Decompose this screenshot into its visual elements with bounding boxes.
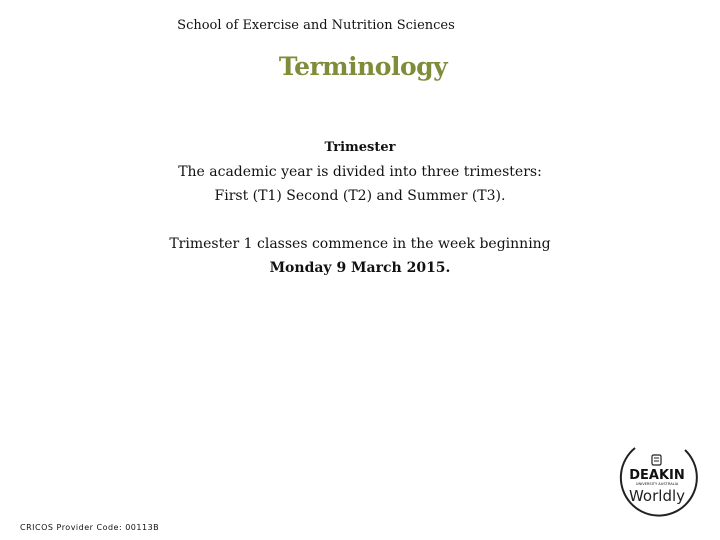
deakin-crest-icon [652, 455, 661, 465]
body-line-3: Trimester 1 classes commence in the week beginning [169, 236, 551, 252]
deakin-worldly-logo [615, 440, 699, 524]
spacer [0, 208, 720, 232]
slide-content [0, 136, 720, 280]
logo-tagline: Worldly [628, 487, 686, 505]
deakin-logo-graphic [615, 440, 699, 524]
body-line-1: The academic year is divided into three trimesters: [178, 164, 542, 180]
body-line-2: First (T1) Second (T2) and Summer (T3). [214, 188, 506, 204]
logo-name: DEAKIN [629, 468, 685, 483]
school-name-header: School of Exercise and Nutrition Sciences [177, 18, 455, 33]
start-date-line: Monday 9 March 2015. [269, 260, 451, 276]
slide-title: Terminology [278, 52, 448, 81]
logo-subtitle: UNIVERSITY AUSTRALIA [635, 482, 679, 486]
cricos-code: CRICOS Provider Code: 00113B [20, 523, 160, 532]
section-heading: Trimester [324, 140, 396, 155]
